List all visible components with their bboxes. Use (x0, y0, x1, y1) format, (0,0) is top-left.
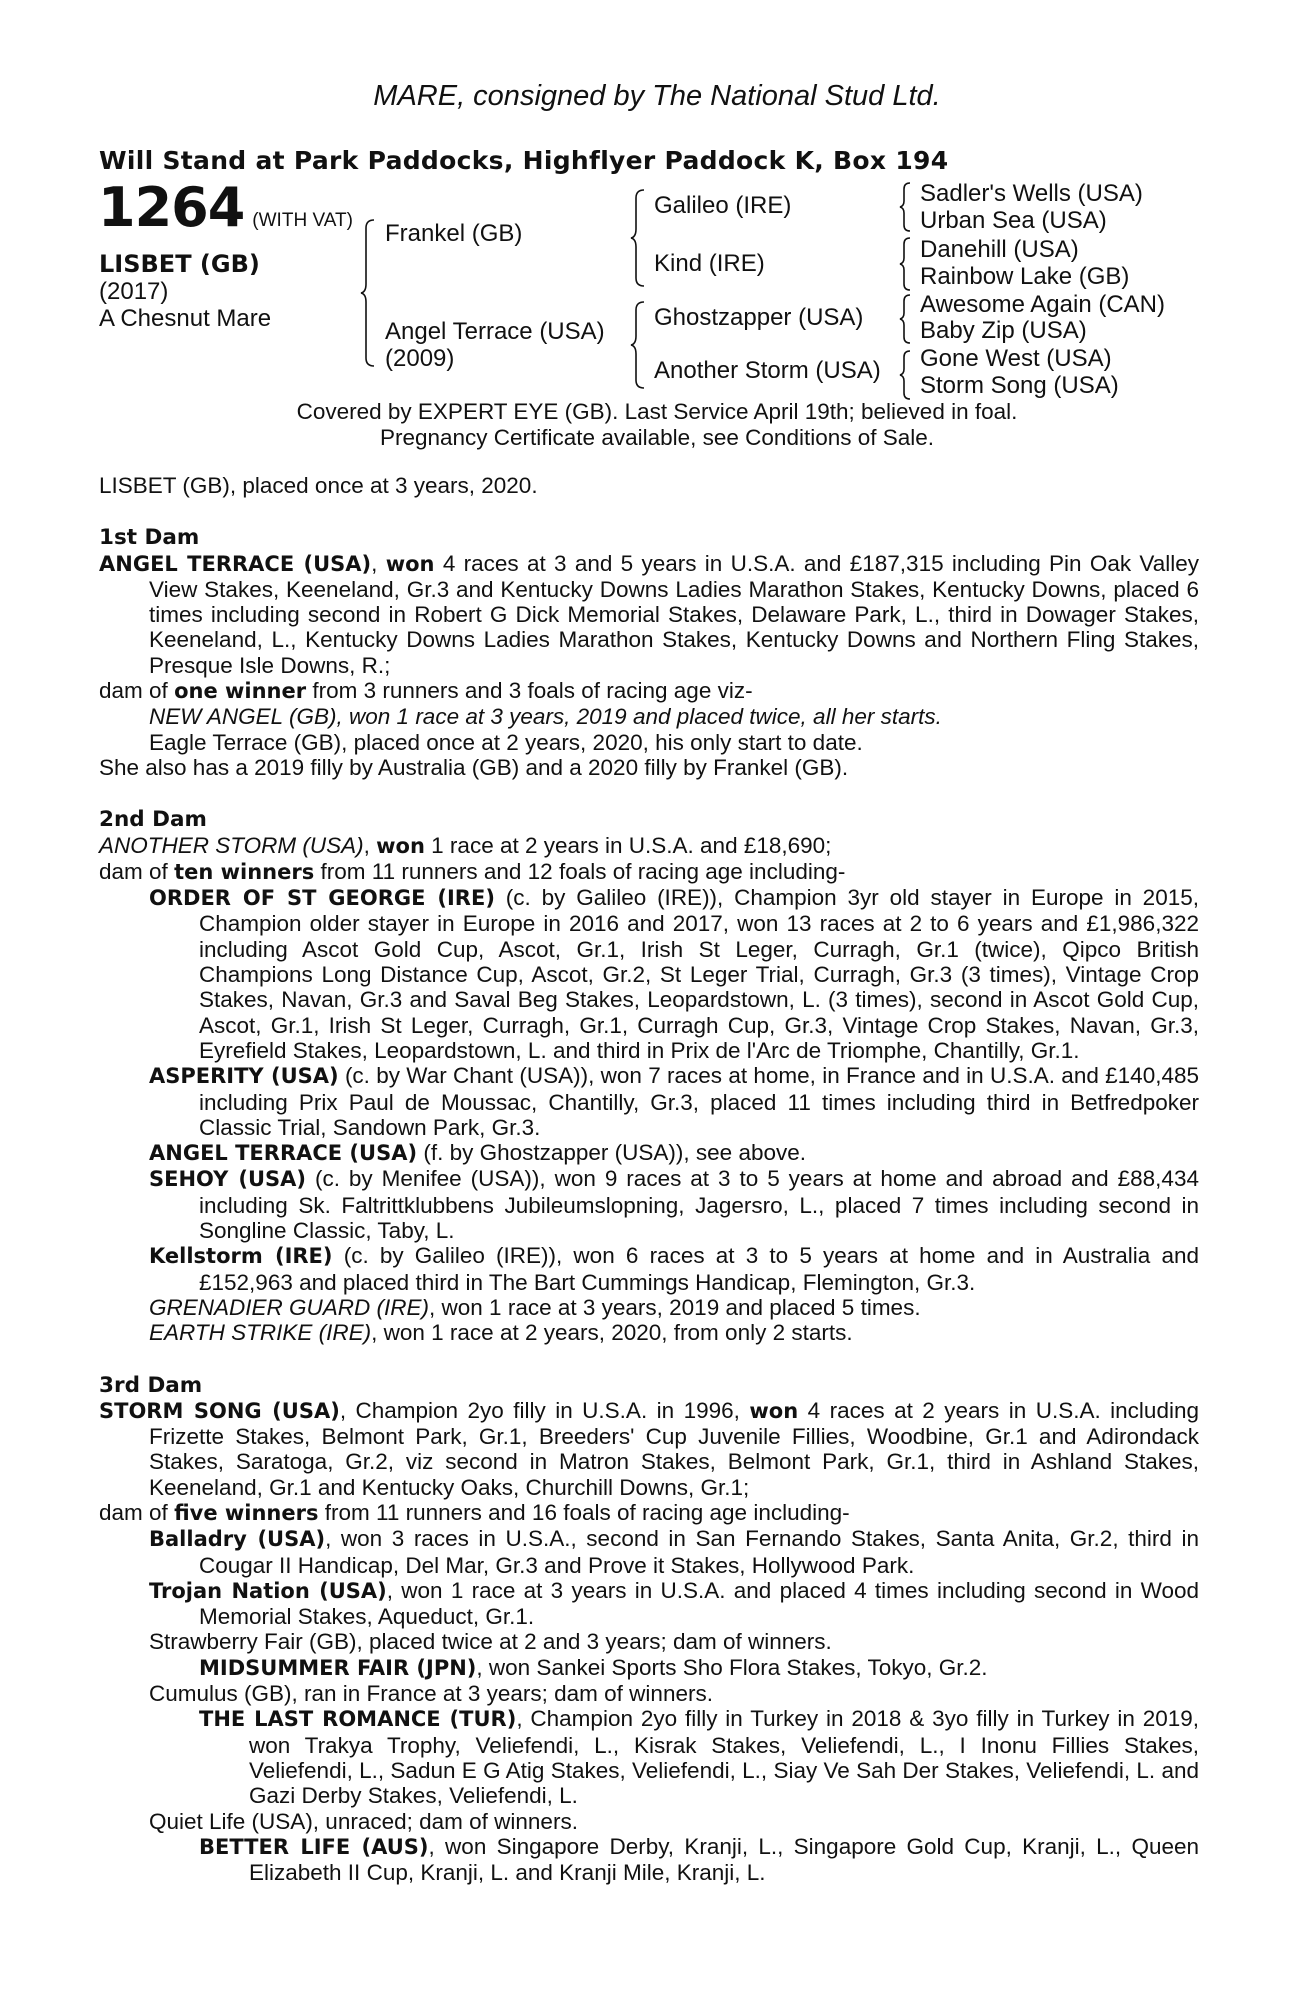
progeny-entry: GRENADIER GUARD (IRE), won 1 race at 3 years, 2019 and placed 5 times. (149, 1294, 921, 1320)
pedigree-sire-sire: Galileo (IRE) (654, 192, 792, 219)
pedigree-dsd: Baby Zip (USA) (920, 317, 1087, 344)
pedigree-brace-sire (630, 188, 648, 288)
pedigree-dam: Angel Terrace (USA) (385, 318, 605, 345)
progeny-line: NEW ANGEL (GB), won 1 race at 3 years, 2019 and placed twice, all her starts. (149, 704, 942, 730)
progeny-entry: Balladry (USA), won 3 races in U.S.A., second in San Fernando Stakes, Santa Anita, Gr.2, third in Cougar II Handicap, Del Mar, Gr.3 and Prove it Stakes, Hollywood Park. (149, 1526, 1199, 1578)
horse-year: (2017) (99, 278, 169, 305)
pedigree-sss: Sadler's Wells (USA) (920, 180, 1143, 207)
progeny-entry: ANGEL TERRACE (USA) (f. by Ghostzapper (USA)), see above. (149, 1140, 806, 1166)
vat-note: (WITH VAT) (252, 210, 353, 231)
produce-record (99, 473, 1199, 1885)
progeny-entry: SEHOY (USA) (c. by Menifee (USA)), won 9 races at 3 to 5 years at home and abroad and £88,434 including Sk. Faltrittklubbens Jubileumslopning, Jagersro, L., placed 7 times including second in Songline Classic, Taby, L. (149, 1166, 1199, 1244)
first-dam-name: ANGEL TERRACE (USA) (99, 551, 372, 576)
first-dam-heading: 1st Dam (99, 525, 200, 551)
pedigree-sire-dam: Kind (IRE) (654, 250, 765, 277)
second-dam-produce-summary: dam of ten winners from 11 runners and 12 foals of racing age including- (99, 858, 846, 884)
pedigree-brace-main (360, 218, 380, 368)
second-dam-heading: 2nd Dam (99, 807, 207, 833)
pedigree-sire: Frankel (GB) (385, 220, 523, 247)
horse-name: LISBET (GB) (99, 250, 260, 278)
pedigree-brace-ss (898, 181, 914, 233)
second-dam-record: ANOTHER STORM (USA), won 1 race at 2 years in U.S.A. and £18,690; (99, 832, 832, 858)
covering-info (0, 399, 1314, 451)
covering-line: Covered by EXPERT EYE (GB). Last Service April 19th; believed in foal. (296, 399, 1018, 424)
pedigree-sdd: Rainbow Lake (GB) (920, 263, 1130, 290)
third-dam-heading: 3rd Dam (99, 1372, 203, 1398)
pedigree-brace-ds (898, 293, 914, 345)
second-dam-name: ANOTHER STORM (USA) (99, 832, 364, 858)
pedigree-ssd: Urban Sea (USA) (920, 207, 1107, 234)
progeny-entry: BETTER LIFE (AUS), won Singapore Derby, Kranji, L., Singapore Gold Cup, Kranji, L., Queen Elizabeth II Cup, Kranji, L. and Kranji Mile, Kranji, L. (199, 1833, 1199, 1886)
first-dam-produce-summary: dam of one winner from 3 runners and 3 foals of racing age viz- (99, 678, 753, 704)
pedigree-brace-dd (898, 349, 914, 401)
pregnancy-line: Pregnancy Certificate available, see Conditions of Sale. (379, 425, 935, 450)
pedigree-dam-year: (2009) (385, 345, 455, 372)
pedigree-dss: Awesome Again (CAN) (920, 291, 1165, 318)
progeny-line: Eagle Terrace (GB), placed once at 2 years, 2020, his only start to date. (149, 729, 863, 755)
progeny-entry: Trojan Nation (USA), won 1 race at 3 years in U.S.A. and placed 4 times including second in Wood Memorial Stakes, Aqueduct, Gr.1. (149, 1577, 1199, 1630)
third-dam-name: STORM SONG (USA) (99, 1398, 340, 1423)
progeny-entry: MIDSUMMER FAIR (JPN), won Sankei Sports Sho Flora Stakes, Tokyo, Gr.2. (199, 1654, 988, 1680)
progeny-entry: Quiet Life (USA), unraced; dam of winners. (149, 1808, 578, 1834)
lot-number: 1264 (98, 176, 245, 239)
progeny-entry: THE LAST ROMANCE (TUR), Champion 2yo filly in Turkey in 2018 & 3yo filly in Turkey in 2019, won Trakya Trophy, Veliefendi, L., Kisrak Stakes, Veliefendi, L., I Inonu Fillies Stakes, Veliefendi, L., Sadun E G Atig Stakes, Veliefendi, L., Siay Ve Sah Der Stakes, Veliefendi, L. and Gazi Derby Stakes, Veliefendi, L. (199, 1706, 1199, 1809)
horse-description: A Chesnut Mare (99, 305, 272, 332)
progeny-entry: EARTH STRIKE (IRE), won 1 race at 2 years, 2020, from only 2 starts. (149, 1320, 853, 1346)
third-dam-record: STORM SONG (USA), Champion 2yo filly in U.S.A. in 1996, won 4 races at 2 years in U.S.A. including Frizette Stakes, Belmont Park, Gr.1, Breeders' Cup Juvenile Fillies, Woodbine, Gr.1 and Adirondack Stakes, Saratoga, Gr.2, viz second in Matron Stakes, Belmont Park, Gr.1, third in Ashland Stakes, Keeneland, Gr.1 and Kentucky Oaks, Churchill Downs, Gr.1; (99, 1397, 1199, 1500)
third-dam-produce-summary: dam of five winners from 11 runners and 16 foals of racing age including- (99, 1499, 850, 1525)
pedigree-dds: Gone West (USA) (920, 345, 1112, 372)
progeny-entry: Cumulus (GB), ran in France at 3 years; dam of winners. (149, 1681, 713, 1707)
first-dam-also: She also has a 2019 filly by Australia (GB) and a 2020 filly by Frankel (GB). (99, 754, 849, 780)
pedigree-dam-sire: Ghostzapper (USA) (654, 304, 864, 331)
horse-summary: LISBET (GB), placed once at 3 years, 2020. (99, 473, 538, 498)
pedigree-sds: Danehill (USA) (920, 236, 1079, 263)
pedigree-brace-dam (630, 300, 648, 390)
lot-number-block (98, 176, 353, 239)
progeny-entry: ORDER OF ST GEORGE (IRE) (c. by Galileo (IRE)), Champion 3yr old stayer in Europe in 2015, Champion older stayer in Europe in 2016 and 2017, won 13 races at 2 to 6 years and £1,986,322 including Ascot Gold Cup, Ascot, Gr.1, Irish St Leger, Curragh, Gr.1 (twice), Qipco British Champions Long Distance Cup, Ascot, Gr.2, St Leger Trial, Curragh, Gr.3 (3 times), Vintage Crop Stakes, Navan, Gr.3 and Saval Beg Stakes, Leopardstown, L. (3 times), second in Ascot Gold Cup, Ascot, Gr.1, Irish St Leger, Curragh, Gr.1, Curragh Cup, Gr.3, Vintage Crop Stakes, Navan, Gr.3, Eyrefield Stakes, Leopardstown, L. and third in Prix de l'Arc de Triomphe, Chantilly, Gr.1. (149, 885, 1199, 1063)
pedigree-brace-sd (898, 236, 914, 292)
consignor-header: MARE, consigned by The National Stud Ltd. (373, 80, 941, 112)
stand-location: Will Stand at Park Paddocks, Highflyer Paddock K, Box 194 (99, 146, 949, 175)
first-dam-record: ANGEL TERRACE (USA), won 4 races at 3 and 5 years in U.S.A. and £187,315 including Pin Oak Valley View Stakes, Keeneland, Gr.3 and Kentucky Downs Ladies Marathon Stakes, Kentucky Downs, placed 6 times including second in Robert G Dick Memorial Stakes, Delaware Park, L., third in Dowager Stakes, Keeneland, L., Kentucky Downs Ladies Marathon Stakes, Kentucky Downs and Northern Fling Stakes, Presque Isle Downs, R.; (99, 550, 1199, 678)
pedigree-dam-dam: Another Storm (USA) (654, 357, 881, 384)
pedigree-ddd: Storm Song (USA) (920, 372, 1119, 399)
progeny-entry: Strawberry Fair (GB), placed twice at 2 and 3 years; dam of winners. (149, 1629, 832, 1655)
progeny-entry: Kellstorm (IRE) (c. by Galileo (IRE)), won 6 races at 3 to 5 years at home and in Australia and £152,963 and placed third in The Bart Cummings Handicap, Flemington, Gr.3. (149, 1243, 1199, 1295)
progeny-entry: ASPERITY (USA) (c. by War Chant (USA)), won 7 races at home, in France and in U.S.A. and £140,485 including Prix Paul de Moussac, Chantilly, Gr.3, placed 11 times including third in Betfredpoker Classic Trial, Sandown Park, Gr.3. (149, 1063, 1199, 1140)
